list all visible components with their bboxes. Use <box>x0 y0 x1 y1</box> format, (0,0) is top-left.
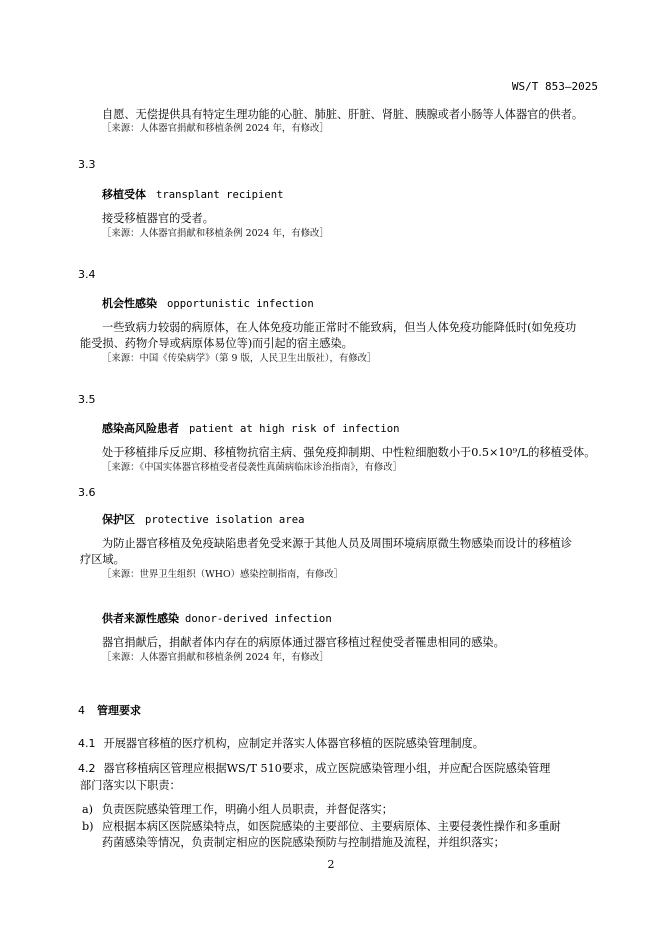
clause-number: 4.2 <box>78 762 96 775</box>
term-en: patient at high risk of infection <box>189 423 400 435</box>
term-zh: 保护区 <box>102 513 135 526</box>
term-en: protective isolation area <box>145 514 305 526</box>
term-heading <box>102 420 399 436</box>
term-zh: 移植受体 <box>102 188 146 201</box>
clause-text: 开展器官移植的医疗机构，应制定并落实人体器官移植的医院感染管理制度。 <box>103 737 484 750</box>
clause-4-1 <box>78 735 628 752</box>
intro-source: ［来源：人体器官捐献和移植条例 2024 年，有修改］ <box>102 123 329 134</box>
term-definition-line1: 为防止器官移植及免疫缺陷患者免受来源于其他人员及周围环境病原微生物感染而设计的移植诊 <box>102 537 572 550</box>
term-source: ［来源：人体器官捐献和移植条例 2024 年，有修改］ <box>102 652 329 663</box>
intro-text: 自愿、无偿提供具有特定生理功能的心脏、肺脏、肝脏、肾脏、胰腺或者小肠等人体器官的供者。 <box>102 108 584 121</box>
term-definition-line1: 一些致病力较弱的病原体，在人体免疫功能正常时不能致病，但当人体免疫功能降低时(如免疫功 <box>102 321 577 334</box>
term-heading <box>102 610 332 626</box>
list-item <box>82 802 602 818</box>
clause-number: 3.4 <box>78 268 96 281</box>
term-zh: 供者来源性感染 <box>102 612 179 625</box>
term-en: opportunistic infection <box>167 298 314 310</box>
term-heading <box>102 186 284 202</box>
clause-text: 器官移植病区管理应根据WS/T 510要求，成立医院感染管理小组，并应配合医院感染管理 <box>103 762 551 775</box>
section-number: 4 <box>78 704 85 717</box>
term-definition-line2: 疗区域。 <box>80 553 125 566</box>
list-item-text: 应根据本病区医院感染特点，如医院感染的主要部位、主要病原体、主要侵袭性操作和多重耐 <box>102 820 561 833</box>
term-definition-line2: 能受损、药物介导或病原体易位等)而引起的宿主感染。 <box>80 337 353 350</box>
term-zh: 机会性感染 <box>102 297 157 310</box>
clause-number: 3.5 <box>78 393 96 406</box>
term-en: transplant recipient <box>156 189 284 201</box>
section-heading <box>78 702 141 718</box>
standard-code: WS/T 853—2025 <box>511 80 598 93</box>
term-source: ［来源：中国《传染病学》（第 9 版，人民卫生出版社），有修改］ <box>102 353 377 364</box>
clause-4-2-line1 <box>78 760 628 777</box>
list-marker: a) <box>82 803 94 816</box>
term-source: ［来源：世界卫生组织（WHO）感染控制指南，有修改］ <box>102 569 344 580</box>
clause-number: 3.3 <box>78 158 96 171</box>
term-heading <box>102 511 304 527</box>
list-item <box>82 819 602 835</box>
term-heading <box>102 295 314 311</box>
list-marker: b) <box>82 820 94 833</box>
page-number: 2 <box>327 858 335 871</box>
term-definition: 接受移植器官的受者。 <box>102 212 214 225</box>
section-title: 管理要求 <box>97 704 141 717</box>
term-en: donor-derived infection <box>185 613 332 625</box>
list-item-text: 负责医院感染管理工作，明确小组人员职责，并督促落实； <box>102 803 393 816</box>
term-definition: 器官捐献后，捐献者体内存在的病原体通过器官移植过程使受者罹患相同的感染。 <box>102 636 505 649</box>
clause-4-2-line2: 部门落实以下职责： <box>80 779 181 792</box>
term-source: ［来源：《中国实体器官移植受者侵袭性真菌病临床诊治指南》，有修改］ <box>102 462 402 473</box>
term-zh: 感染高风险患者 <box>102 422 179 435</box>
term-source: ［来源：人体器官捐献和移植条例 2024 年，有修改］ <box>102 228 329 239</box>
clause-number: 4.1 <box>78 737 96 750</box>
list-item-continuation: 药菌感染等情况，负责制定相应的医院感染预防与控制措施及流程，并组织落实； <box>102 836 505 849</box>
clause-number: 3.6 <box>78 486 96 499</box>
term-definition: 处于移植排斥反应期、移植物抗宿主病、强免疫抑制期、中性粒细胞数小于0.5×10⁹/L的移植受体。 <box>102 446 596 459</box>
